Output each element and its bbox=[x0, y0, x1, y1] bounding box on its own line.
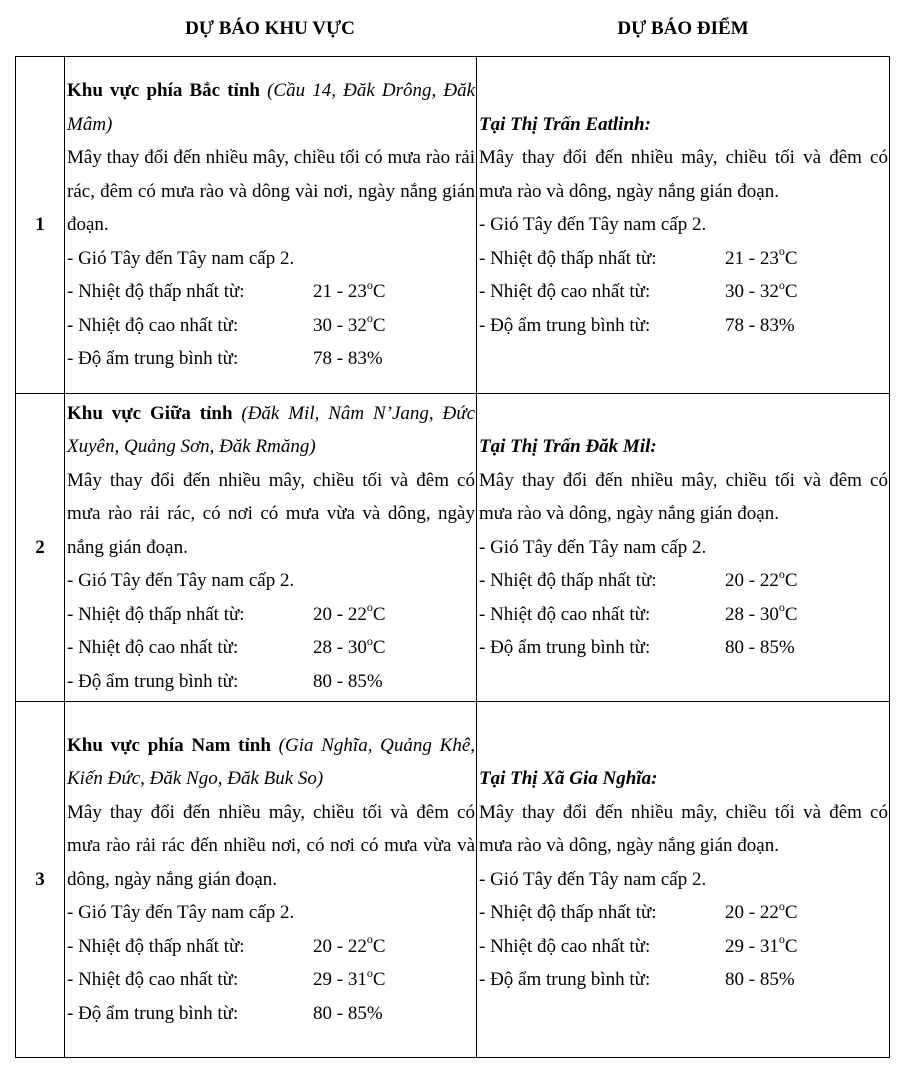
temp-max-value bbox=[313, 963, 386, 997]
region-description: Mây thay đổi đến nhiều mây, chiều tối và đêm có mưa rào rải rác đến nhiều nơi, có nơi có mưa vừa và dông, ngày nắng gián đoạn. bbox=[67, 801, 475, 890]
region-description: Mây thay đổi đến nhiều mây, chiều tối có mưa rào rải rác, đêm có mưa rào và dông vài nơi, ngày nắng gián đoạn. bbox=[67, 147, 475, 236]
point-title: Tại Thị Trấn Đăk Mil: bbox=[479, 436, 657, 458]
degree-symbol: o bbox=[366, 600, 373, 615]
region-name: Khu vực Giữa tỉnh bbox=[67, 402, 233, 424]
temp-min-line bbox=[67, 598, 475, 632]
temp-min-label: - Nhiệt độ thấp nhất từ: bbox=[67, 935, 245, 957]
table-row bbox=[16, 702, 890, 1058]
temp-max-number: 30 - 32 bbox=[313, 314, 367, 336]
region-name: Khu vực phía Bắc tỉnh bbox=[67, 80, 260, 102]
celsius-unit: C bbox=[784, 570, 798, 592]
row-number: 3 bbox=[16, 702, 65, 1058]
region-title bbox=[67, 74, 475, 141]
temp-min-label: - Nhiệt độ thấp nhất từ: bbox=[479, 570, 657, 592]
humidity-line bbox=[479, 963, 888, 997]
wind-line: - Gió Tây đến Tây nam cấp 2. bbox=[67, 902, 295, 924]
celsius-unit: C bbox=[784, 281, 798, 303]
temp-max-number: 28 - 30 bbox=[313, 637, 367, 659]
celsius-unit: C bbox=[372, 281, 386, 303]
celsius-unit: C bbox=[784, 603, 798, 625]
celsius-unit: C bbox=[372, 637, 386, 659]
region-areas: (Cầu 14, Đăk Drông, Đăk Mâm) bbox=[67, 80, 475, 135]
temp-min-label: - Nhiệt độ thấp nhất từ: bbox=[67, 281, 245, 303]
degree-symbol: o bbox=[778, 600, 785, 615]
degree-symbol: o bbox=[778, 932, 785, 947]
wind-line: - Gió Tây đến Tây nam cấp 2. bbox=[67, 570, 295, 592]
temp-min-number: 21 - 23 bbox=[725, 247, 779, 269]
temp-max-line bbox=[479, 598, 888, 632]
celsius-unit: C bbox=[784, 902, 798, 924]
humidity-line bbox=[67, 665, 475, 699]
humidity-value: 78 - 83% bbox=[725, 314, 795, 336]
region-title bbox=[67, 397, 475, 464]
row-number: 1 bbox=[16, 57, 65, 394]
temp-max-line bbox=[479, 930, 888, 964]
temp-max-value bbox=[725, 275, 798, 309]
region-areas: (Đăk Mil, Nâm N’Jang, Đức Xuyên, Quảng Sơn, Đăk Rmăng) bbox=[67, 402, 475, 458]
celsius-unit: C bbox=[372, 935, 386, 957]
temp-max-number: 29 - 31 bbox=[725, 935, 779, 957]
temp-max-line bbox=[67, 631, 475, 665]
temp-min-label: - Nhiệt độ thấp nhất từ: bbox=[67, 603, 245, 625]
table-row bbox=[16, 57, 890, 394]
header-region-forecast: DỰ BÁO KHU VỰC bbox=[185, 18, 355, 39]
point-forecast-cell bbox=[477, 702, 890, 1058]
temp-max-value bbox=[313, 309, 386, 343]
humidity-line bbox=[479, 309, 888, 343]
temp-min-value bbox=[313, 275, 386, 309]
temp-min-line bbox=[67, 275, 475, 309]
temp-max-label: - Nhiệt độ cao nhất từ: bbox=[67, 637, 239, 659]
temp-min-value bbox=[725, 564, 798, 598]
temp-max-number: 29 - 31 bbox=[313, 969, 367, 991]
temp-min-line bbox=[479, 896, 888, 930]
temp-min-line bbox=[479, 564, 888, 598]
point-description: Mây thay đổi đến nhiều mây, chiều tối và đêm có mưa rào và dông, ngày nắng gián đoạn. bbox=[479, 801, 888, 857]
degree-symbol: o bbox=[366, 932, 373, 947]
temp-max-label: - Nhiệt độ cao nhất từ: bbox=[479, 935, 651, 957]
table-row bbox=[16, 394, 890, 702]
humidity-line bbox=[67, 342, 475, 376]
temp-min-number: 20 - 22 bbox=[313, 603, 367, 625]
degree-symbol: o bbox=[366, 633, 373, 648]
wind-line: - Gió Tây đến Tây nam cấp 2. bbox=[479, 214, 707, 236]
temp-min-value bbox=[725, 896, 798, 930]
point-forecast-cell bbox=[477, 57, 890, 394]
temp-min-label: - Nhiệt độ thấp nhất từ: bbox=[479, 247, 657, 269]
temp-min-line bbox=[67, 930, 475, 964]
wind-line: - Gió Tây đến Tây nam cấp 2. bbox=[479, 536, 707, 558]
humidity-line bbox=[479, 631, 888, 665]
point-description: Mây thay đổi đến nhiều mây, chiều tối và đêm có mưa rào và dông, ngày nắng gián đoạn. bbox=[479, 469, 888, 525]
degree-symbol: o bbox=[778, 244, 785, 259]
temp-max-number: 30 - 32 bbox=[725, 281, 779, 303]
humidity-label: - Độ ẩm trung bình từ: bbox=[67, 1002, 239, 1024]
row-number: 2 bbox=[16, 394, 65, 702]
humidity-value: 80 - 85% bbox=[313, 670, 383, 692]
temp-max-number: 28 - 30 bbox=[725, 603, 779, 625]
point-description: Mây thay đổi đến nhiều mây, chiều tối và đêm có mưa rào và dông, ngày nắng gián đoạn. bbox=[479, 147, 888, 202]
point-title: Tại Thị Xã Gia Nghĩa: bbox=[479, 768, 658, 790]
temp-max-value bbox=[725, 930, 798, 964]
temp-min-number: 20 - 22 bbox=[725, 902, 779, 924]
degree-symbol: o bbox=[778, 277, 785, 292]
temp-min-number: 20 - 22 bbox=[725, 570, 779, 592]
temp-max-label: - Nhiệt độ cao nhất từ: bbox=[67, 969, 239, 991]
celsius-unit: C bbox=[372, 969, 386, 991]
humidity-label: - Độ ẩm trung bình từ: bbox=[67, 348, 239, 370]
humidity-label: - Độ ẩm trung bình từ: bbox=[479, 637, 651, 659]
region-name: Khu vực phía Nam tỉnh bbox=[67, 734, 271, 756]
temp-min-value bbox=[313, 930, 386, 964]
temp-max-value bbox=[313, 631, 386, 665]
temp-max-line bbox=[67, 309, 475, 343]
temp-min-value bbox=[313, 598, 386, 632]
temp-min-label: - Nhiệt độ thấp nhất từ: bbox=[479, 902, 657, 924]
degree-symbol: o bbox=[366, 965, 373, 980]
celsius-unit: C bbox=[372, 603, 386, 625]
humidity-line bbox=[67, 997, 475, 1031]
point-forecast-cell bbox=[477, 394, 890, 702]
wind-line: - Gió Tây đến Tây nam cấp 2. bbox=[67, 247, 295, 269]
celsius-unit: C bbox=[372, 314, 386, 336]
temp-max-label: - Nhiệt độ cao nhất từ: bbox=[479, 603, 651, 625]
region-forecast-cell bbox=[65, 57, 477, 394]
region-title bbox=[67, 729, 475, 796]
forecast-table bbox=[15, 56, 890, 1058]
temp-min-number: 21 - 23 bbox=[313, 281, 367, 303]
humidity-label: - Độ ẩm trung bình từ: bbox=[479, 314, 651, 336]
humidity-label: - Độ ẩm trung bình từ: bbox=[67, 670, 239, 692]
region-forecast-cell bbox=[65, 702, 477, 1058]
humidity-label: - Độ ẩm trung bình từ: bbox=[479, 969, 651, 991]
humidity-value: 80 - 85% bbox=[725, 637, 795, 659]
region-areas: (Gia Nghĩa, Quảng Khê, Kiến Đức, Đăk Ngo, Đăk Buk So) bbox=[67, 734, 476, 790]
temp-max-line bbox=[67, 963, 475, 997]
region-description: Mây thay đổi đến nhiều mây, chiều tối và đêm có mưa rào rải rác, có nơi có mưa vừa và dông, ngày nắng gián đoạn. bbox=[67, 469, 475, 558]
temp-min-value bbox=[725, 242, 798, 276]
celsius-unit: C bbox=[784, 247, 798, 269]
header-point-forecast: DỰ BÁO ĐIỂM bbox=[617, 18, 749, 39]
humidity-value: 78 - 83% bbox=[313, 348, 383, 370]
celsius-unit: C bbox=[784, 935, 798, 957]
degree-symbol: o bbox=[366, 311, 373, 326]
degree-symbol: o bbox=[366, 277, 373, 292]
temp-max-value bbox=[725, 598, 798, 632]
temp-max-label: - Nhiệt độ cao nhất từ: bbox=[479, 281, 651, 303]
point-title: Tại Thị Trấn Eatlinh: bbox=[479, 113, 651, 135]
humidity-value: 80 - 85% bbox=[725, 969, 795, 991]
degree-symbol: o bbox=[778, 898, 785, 913]
region-forecast-cell bbox=[65, 394, 477, 702]
wind-line: - Gió Tây đến Tây nam cấp 2. bbox=[479, 868, 707, 890]
degree-symbol: o bbox=[778, 566, 785, 581]
temp-max-label: - Nhiệt độ cao nhất từ: bbox=[67, 314, 239, 336]
temp-min-line bbox=[479, 242, 888, 276]
temp-max-line bbox=[479, 275, 888, 309]
humidity-value: 80 - 85% bbox=[313, 1002, 383, 1024]
temp-min-number: 20 - 22 bbox=[313, 935, 367, 957]
